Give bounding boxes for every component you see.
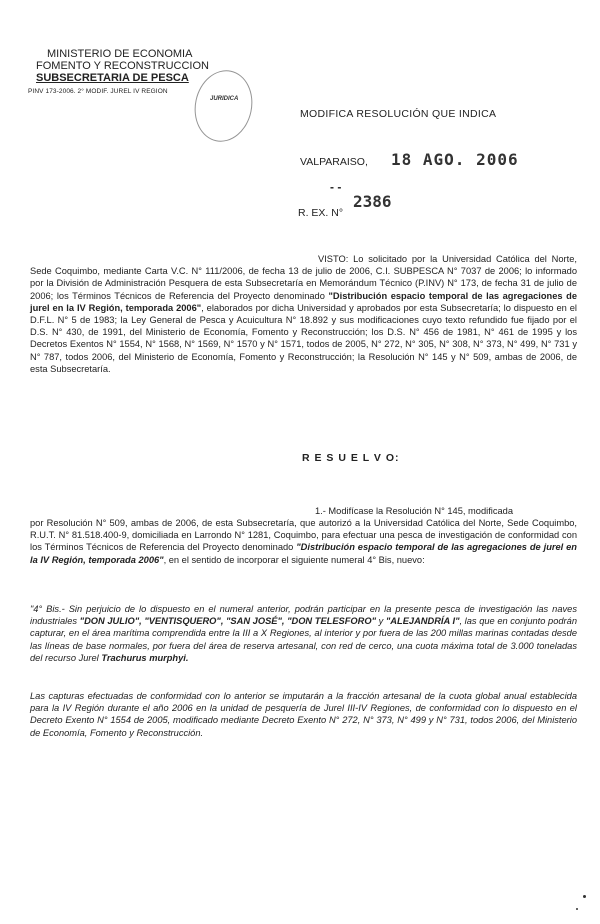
visto-project-title: "Distribución espacio temporal de las agregaciones de jurel en la IV Región, temporada 2006" [30,290,577,313]
visto-text: Lo solicitado por la Universidad Católica del Norte, Sede Coquimbo, mediante Carta V.C. N° 111/2006, de fecha 13 de julio de 2006, C.I. SUBPESCA N° 7037 de 2006; lo informado por la División de Administración Pesquera de esta Subsecretaría en Memorándum Técnico (P.INV) N° 173, de fecha 31 de julio de 2006; los Términos Técnicos de Referencia del Proyecto denominado [30,254,577,301]
numeral-4-bis-conj: y [376,616,386,627]
resolution-label: R. EX. N° [298,207,344,219]
visto-text-cont: , elaborados por dicha Universidad y aprobados por esta Subsecretaría; lo dispuesto en el D.F.L. N° 5 de 1983; la Ley General de Pesca y Acuicultura N° 18.892 y sus modificaciones cuyo texto refundido fue fijado por el D.S. N° 430, de 1991, del Ministerio de Economía, Fomento y Reconstrucción; los D.S. N° 456 de 1981, N° 461 de 1995 y los Decretos Exentos N° 1554, N° 1568, N° 1569, N° 1570 y N° 1571, todos de 2005, N° 272, N° 305, N° 308, N° 373, N° 499, N° 731 y N° 787, todos 2006, del Ministerio de Economía, Fomento y Reconstrucción; la Resolución N° 145 y N° 509, ambas de 2006, de esta Subsecretaría. [30,302,577,374]
dash-mark: - - [330,180,342,194]
visto-paragraph [30,253,577,375]
article-1-lead: 1.- Modifícase la Resolución N° 145, modificada [315,506,514,516]
numeral-4-bis-text: "4° Bis.- Sin perjuicio de lo dispuesto en el numeral anterior, podrán participar en la presente pesca de investigación las naves industriales [30,604,577,627]
scan-speck [583,895,586,898]
resuelvo-heading: R E S U E L V O: [302,452,400,464]
seal-text [210,96,238,103]
ministry-name: MINISTERIO DE ECONOMIA [47,48,193,60]
captures-paragraph: Las capturas efectuadas de conformidad con lo anterior se imputarán a la fracción artesanal de la cuota global anual establecida para la IV Región durante el año 2006 en la unidad de pesquería de Jurel III-IV Regiones, de conformidad con lo dispuesto en el Decreto Exento N° 1554 de 2005, modificado mediante Decreto Exento N° 272, N° 373, N° 499 y N° 731, todos 2006, del Ministerio de Economía, Fomento y Reconstrucción. [30,691,577,738]
ministry-subname: FOMENTO Y RECONSTRUCCION [36,60,209,72]
vessel-name-alejandria: "ALEJANDRÍA I" [385,616,460,627]
visto-label: VISTO: [318,254,349,264]
place-label: VALPARAISO, [300,156,368,168]
numeral-4-bis-text-cont: , las que en conjunto podrán capturar, en el área marítima comprendida entre la III a X Regiones, al interior y por fuera de las 200 millas marinas contadas desde las líneas de base normales, por fuera del área de reserva artesanal, con red de cerco, una cuota máxima total de 3.000 toneladas del recurso Jurel [30,616,577,663]
vessel-names: "DON JULIO", "VENTISQUERO", "SAN JOSÉ", "DON TELESFORO" [79,616,376,627]
seal-text-line2: JURIDICA [210,96,239,102]
article-1-project-title: "Distribución espacio temporal de las agregaciones de jurel en la IV Región, temporada 2006" [30,542,577,565]
document-subject: MODIFICA RESOLUCIÓN QUE INDICA [300,108,497,120]
resolution-number: 2386 [353,192,392,211]
numeral-4-bis [30,603,577,664]
species-name: Trachurus murphyi. [101,652,189,663]
reference-code: PINV 173-2006. 2° MODIF. JUREL IV REGION [28,88,168,95]
article-1-text: por Resolución N° 509, ambas de 2006, de esta Subsecretaría, que autorizó a la Universidad Católica del Norte, Sede Coquimbo, R.U.T. N° 81.518.400-9, domiciliada en Larrondo N° 1281, Coquimbo, para efectuar una pesca de investigación de conformidad con los Términos Técnicos de Referencia del Proyecto denominado [30,518,577,553]
article-1-paragraph [30,517,577,566]
scan-speck [576,908,578,910]
undersecretary-name: SUBSECRETARIA DE PESCA [36,72,189,84]
issue-date: 18 AGO. 2006 [391,150,519,169]
article-1-text-cont: , en el sentido de incorporar el siguiente numeral 4° Bis, nuevo: [163,554,425,565]
